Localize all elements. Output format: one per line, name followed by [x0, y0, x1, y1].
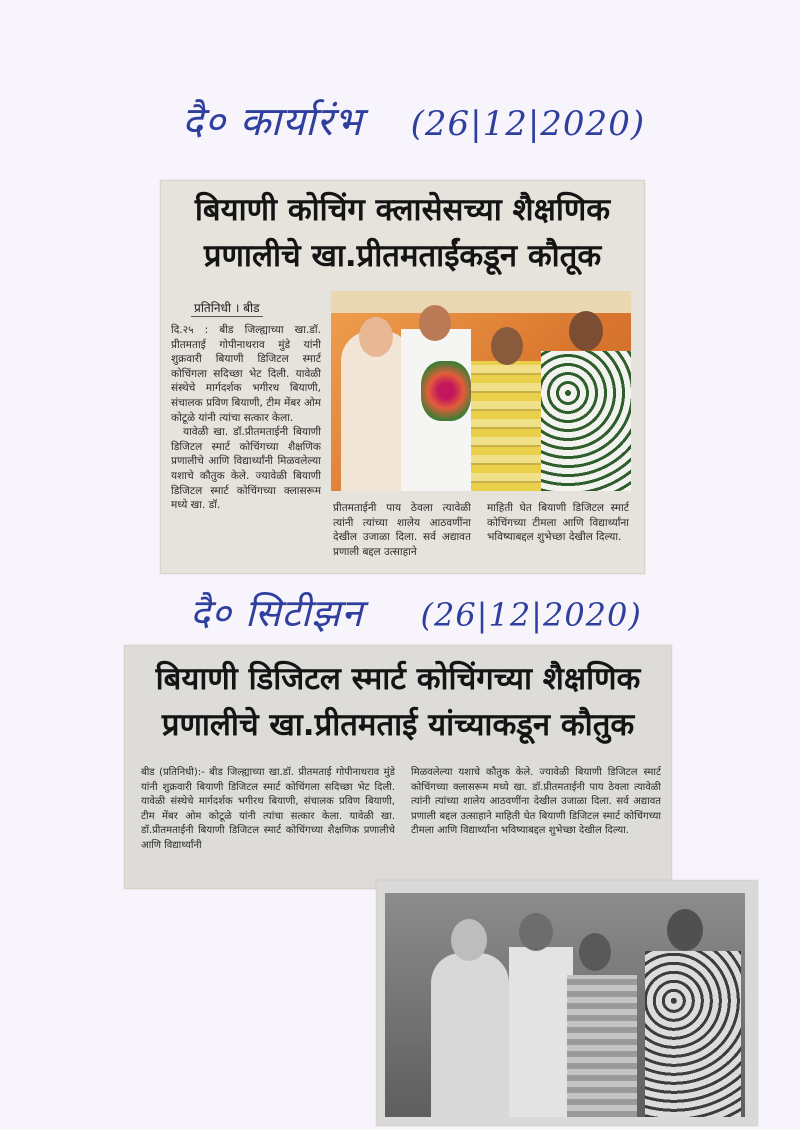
person-man-floral: [541, 351, 631, 491]
handwritten-annotation-middle: [190, 586, 642, 638]
clipping-karyarambh: [160, 180, 645, 574]
news-photo-2-frame: [376, 880, 758, 1126]
article-column-2: मिळवलेल्या यशाचे कौतुक केले. ज्यावेळी बियाणी डिजिटल स्मार्ट कोचिंगच्या क्लासरूम मध्ये खा. डॉ.प्रीतमताईनी पाय ठेवला त्यावेळी त्यांनी त्यांच्या शालेय आठवणींना देखील उजाळा दिला. सर्व अद्यावत प्रणाली बद्दल उत्साहाने माहिती घेत बियाणी डिजिटल स्मार्ट कोचिंगच्या टीमला आणि विद्यार्थ्यांना भविष्याबद्दल शुभेच्छा देखील दिल्या.: [411, 767, 661, 837]
article-column-3: माहिती घेत बियाणी डिजिटल स्मार्ट कोचिंगच्या टीमला आणि विद्यार्थ्यांना भविष्याबद्दल शुभेच्छा देखील दिल्या.: [487, 502, 629, 544]
flower-bouquet: [421, 361, 471, 421]
headline-line-1: बियाणी डिजिटल स्मार्ट कोचिंगच्या शैक्षणिक: [155, 661, 641, 697]
clipping-date: (26|12|2020): [410, 104, 646, 144]
article-column-1: बीड (प्रतिनिधी):- बीड जिल्ह्याच्या खा.डॉ. प्रीतमताई गोपीनाथराव मुंडे यांनी शुक्रवारी बियाणी डिजिटल स्मार्ट कोचिंगला सदिच्छा भेट दिली. यावेळी संस्थेचे मार्गदर्शक भगीरथ बियाणी, संचालक प्रविण बियाणी, टीम मेंबर ओम कोटूळे यांनी त्यांचा सत्कार केला. यावेळी खा. डॉ.प्रीतमताईनी बियाणी डिजिटल स्मार्ट कोचिंगच्या शैक्षणिक प्रणालीचे आणि विद्यार्थ्यांनी: [141, 767, 395, 851]
headline-line-1: बियाणी कोचिंग क्लासेसच्या शैक्षणिक: [194, 192, 611, 228]
person-man-center: [509, 947, 573, 1117]
handwritten-annotation-top: [182, 92, 645, 147]
news-photo-1: [331, 291, 631, 491]
article-column-1: [171, 323, 321, 568]
person-man-striped: [567, 975, 637, 1117]
newspaper-name: दै० कार्यारंभ: [182, 99, 363, 145]
person-woman: [431, 953, 509, 1117]
article-column-2: प्रीतमताईनी पाय ठेवला त्यावेळी त्यांनी त्यांच्या शालेय आठवणींना देखील उजाळा दिला. सर्व अद्यावत प्रणाली बद्दल उत्साहाने: [333, 502, 471, 558]
article-paragraph-1: दि.२५ : बीड जिल्ह्याच्या खा.डॉ. प्रीतमताई गोपीनाथराव मुंडे यांनी शुक्रवारी बियाणी डिजिटल स्मार्ट कोचिंगला सदिच्छा भेट दिली. यावेळी संस्थेचे मार्गदर्शक भगीरथ बियाणी, संचालक प्रविण बियाणी, टीम मेंबर ओम कोटूळे यांनी त्यांचा सत्कार केला.: [171, 324, 321, 424]
newspaper-name: दै० सिटीझन: [190, 591, 364, 635]
clipping-date: (26|12|2020): [420, 596, 642, 634]
headline-line-2: प्रणालीचे खा.प्रीतमताईंकडून कौतूक: [203, 238, 602, 274]
person-man-striped: [471, 361, 543, 491]
person-man-floral: [645, 951, 741, 1117]
article-paragraph-2: यावेळी खा. डॉ.प्रीतमताईनी बियाणी डिजिटल स्मार्ट कोचिंगच्या शैक्षणिक प्रणालीचे आणि विद्यार्थ्यांनी मिळवलेल्या यशाचे कौतुक केले. ज्यावेळी बियाणी डिजिटल स्मार्ट कोचिंगच्या क्लासरूम मध्ये खा. डॉ.: [171, 426, 321, 512]
face: [359, 317, 393, 357]
headline-line-2: प्रणालीचे खा.प्रीतमताई यांच्याकडून कौतुक: [161, 707, 635, 743]
news-photo-2: [385, 893, 745, 1117]
byline: प्रतिनिधी । बीड: [191, 299, 263, 317]
clipping-citizen: [124, 645, 672, 889]
